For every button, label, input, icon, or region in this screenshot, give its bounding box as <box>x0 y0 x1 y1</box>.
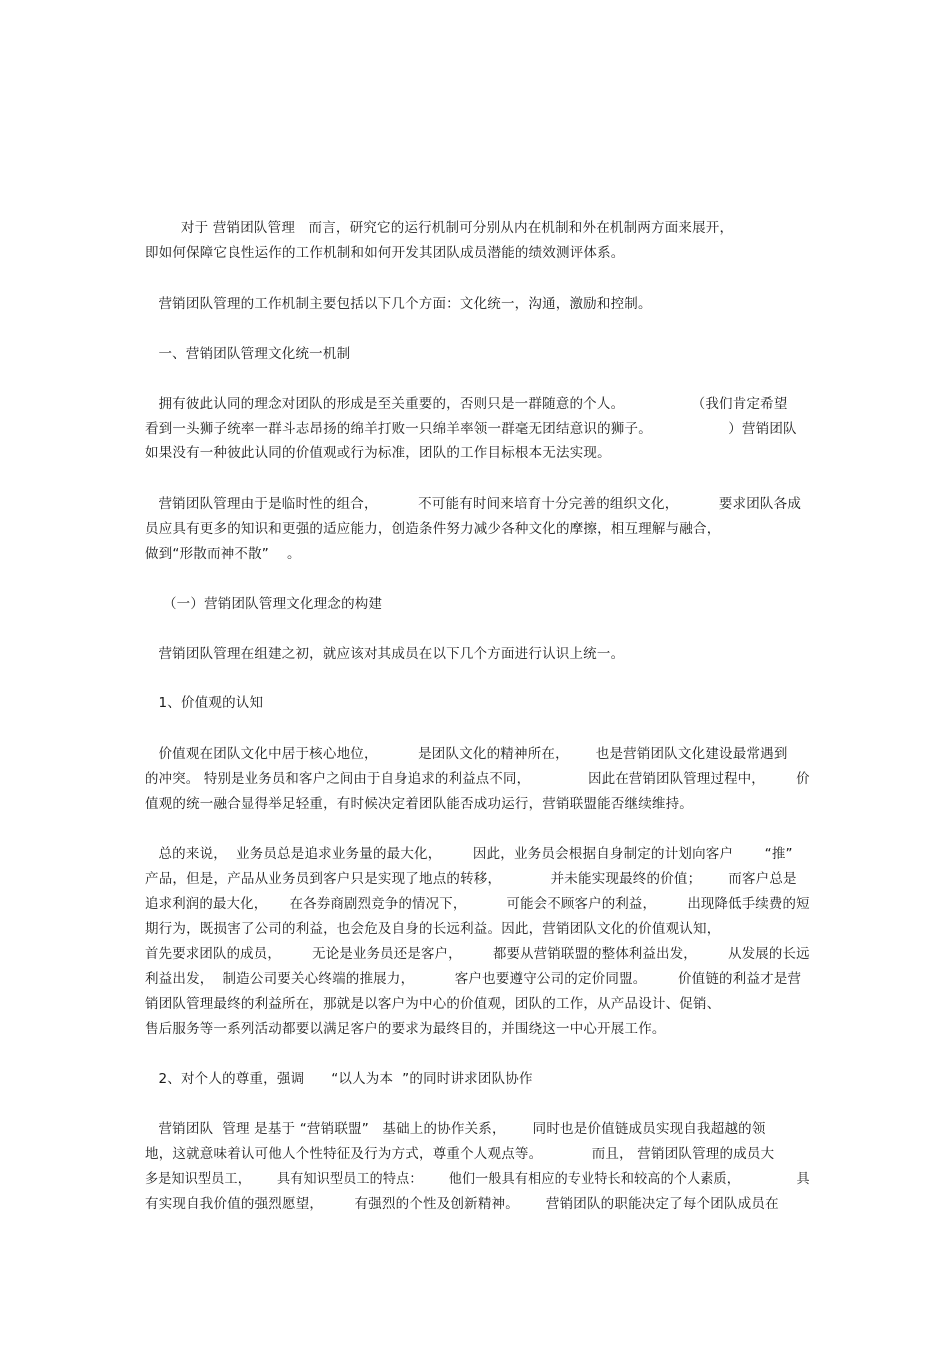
paragraph-2: 营销团队管理的工作机制主要包括以下几个方面：文化统一，沟通，激励和控制。 <box>145 296 652 312</box>
paragraph-8-line-1: 营销团队 管理 是基于 “营销联盟” 基础上的协作关系， 同时也是价值链成员实现自我超越的领 <box>145 1121 766 1137</box>
paragraph-6-line-3: 值观的统一融合显得举足轻重，有时候决定着团队能否成功运行，营销联盟能否继续维持。 <box>145 796 693 812</box>
paragraph-4-line-1: 营销团队管理由于是临时性的组合， 不可能有时间来培育十分完善的组织文化， 要求团队各成 <box>145 496 802 512</box>
paragraph-7-line-1: 总的来说， 业务员总是追求业务量的最大化， 因此，业务员会根据自身制定的计划向客户 “推” <box>145 846 793 862</box>
paragraph-1-line-2: 即如何保障它良性运作的工作机制和如何开发其团队成员潜能的绩效测评体系。 <box>145 245 625 261</box>
paragraph-7-line-5: 首先要求团队的成员， 无论是业务员还是客户， 都要从营销联盟的整体利益出发， 从发展的长远 <box>145 946 810 962</box>
paragraph-7-line-8: 售后服务等一系列活动都要以满足客户的要求为最终目的，并围绕这一中心开展工作。 <box>145 1021 666 1037</box>
item-heading-1: 1、价值观的认知 <box>145 695 264 711</box>
paragraph-8-line-4: 有实现自我价值的强烈愿望， 有强烈的个性及创新精神。 营销团队的职能决定了每个团队成员在 <box>145 1196 779 1212</box>
paragraph-7-line-4: 期行为，既损害了公司的利益，也会危及自身的长远利益。因此，营销团队文化的价值观认知， <box>145 921 721 937</box>
item-heading-2: 2、对个人的尊重，强调 “以人为本 ”的同时讲求团队协作 <box>145 1071 533 1087</box>
paragraph-3-line-1: 拥有彼此认同的理念对团队的形成是至关重要的，否则只是一群随意的个人。 （我们肯定希望 <box>145 396 788 412</box>
paragraph-6-line-1: 价值观在团队文化中居于核心地位， 是团队文化的精神所在， 也是营销团队文化建设最常遇到 <box>145 746 788 762</box>
paragraph-3-line-2: 看到一头狮子统率一群斗志昂扬的绵羊打败一只绵羊率领一群毫无团结意识的狮子。 ）营销团队 <box>145 421 797 437</box>
paragraph-1-line-1: 对于 营销团队管理 而言，研究它的运行机制可分别从内在机制和外在机制两方面来展开， <box>145 220 734 236</box>
paragraph-7-line-2: 产品，但是，产品从业务员到客户只是实现了地点的转移， 并未能实现最终的价值； 而客户总是 <box>145 871 797 887</box>
paragraph-8-line-2: 地，这就意味着认可他人个性特征及行为方式，尊重个人观点等。 而且， 营销团队管理的成员大 <box>145 1146 775 1162</box>
paragraph-4-line-2: 员应具有更多的知识和更强的适应能力，创造条件努力减少各种文化的摩擦，相互理解与融合， <box>145 521 721 537</box>
paragraph-6-line-2: 的冲突。 特别是业务员和客户之间由于自身追求的利益点不同， 因此在营销团队管理过程中， 价 <box>145 771 810 787</box>
section-heading-1: 一、营销团队管理文化统一机制 <box>145 346 351 362</box>
paragraph-5: 营销团队管理在组建之初，就应该对其成员在以下几个方面进行认识上统一。 <box>145 646 625 662</box>
paragraph-3-line-3: 如果没有一种彼此认同的价值观或行为标准，团队的工作目标根本无法实现。 <box>145 445 611 461</box>
paragraph-7-line-7: 销团队管理最终的利益所在，那就是以客户为中心的价值观，团队的工作，从产品设计、促销、 <box>145 996 721 1012</box>
paragraph-7-line-6: 利益出发， 制造公司要关心终端的推展力， 客户也要遵守公司的定价同盟。 价值链的利益才是营 <box>145 971 802 987</box>
paragraph-4-line-3: 做到“形散而神不散” 。 <box>145 546 301 562</box>
paragraph-8-line-3: 多是知识型员工， 具有知识型员工的特点： 他们一般具有相应的专业特长和较高的个人素质， 具 <box>145 1171 810 1187</box>
subsection-heading-1: （一）营销团队管理文化理念的构建 <box>145 596 383 612</box>
paragraph-7-line-3: 追求利润的最大化， 在各券商剧烈竞争的情况下， 可能会不顾客户的利益， 出现降低手续费的短 <box>145 896 810 912</box>
